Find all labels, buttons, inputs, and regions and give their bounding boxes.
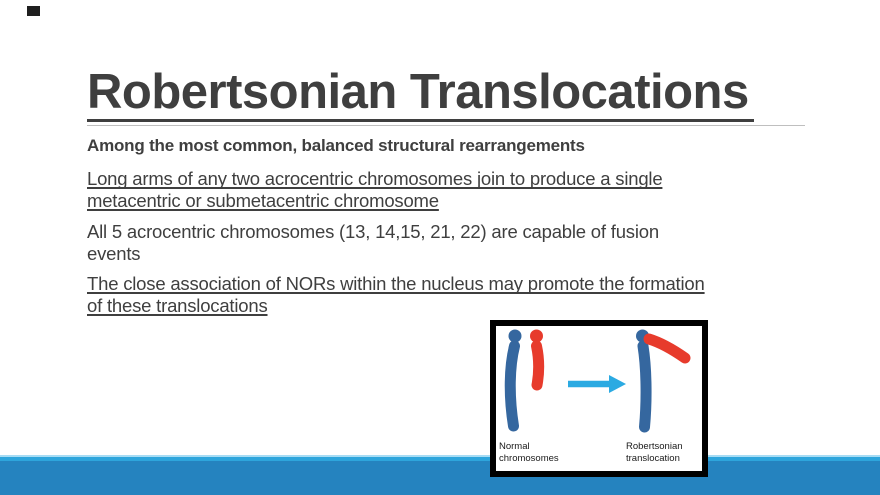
slide-subtitle: Among the most common, balanced structural rearrangements	[87, 136, 585, 155]
caption-line: translocation	[626, 452, 680, 464]
bullet-line: metacentric or submetacentric chromosome	[87, 190, 439, 211]
fused-chromosome-red-arm	[649, 339, 685, 358]
slide-title	[87, 65, 754, 119]
chromosome-diagram	[490, 320, 708, 477]
slide-title-text: Robertsonian Translocations	[87, 65, 754, 122]
caption-normal-chromosomes	[499, 441, 559, 464]
bullet-line: All 5 acrocentric chromosomes (13, 14,15, 21, 22) are capable of fusion	[87, 221, 659, 242]
bullet-acrocentric-count	[87, 221, 659, 265]
caption-robertsonian-translocation	[626, 441, 683, 464]
bullet-line: events	[87, 243, 141, 264]
caption-line: Normal	[499, 441, 530, 452]
theme-corner-square	[27, 6, 40, 16]
bullet-line: The close association of NORs within the nucleus may promote the formation	[87, 273, 705, 294]
caption-line: chromosomes	[499, 452, 559, 464]
bullet-line: of these translocations	[87, 295, 268, 316]
fused-chromosome-blue-arm	[643, 346, 646, 427]
bullet-line: Long arms of any two acrocentric chromosomes join to produce a single	[87, 168, 663, 189]
bottom-band	[0, 461, 880, 495]
blue-chromosome-long-arm	[510, 346, 514, 426]
red-chromosome-long-arm	[537, 346, 539, 385]
caption-line: Robertsonian	[626, 441, 683, 452]
bullet-nor-association	[87, 273, 705, 317]
title-divider-line	[87, 125, 805, 126]
bullet-long-arms	[87, 168, 662, 212]
fusion-arrow-head-icon	[609, 375, 626, 393]
